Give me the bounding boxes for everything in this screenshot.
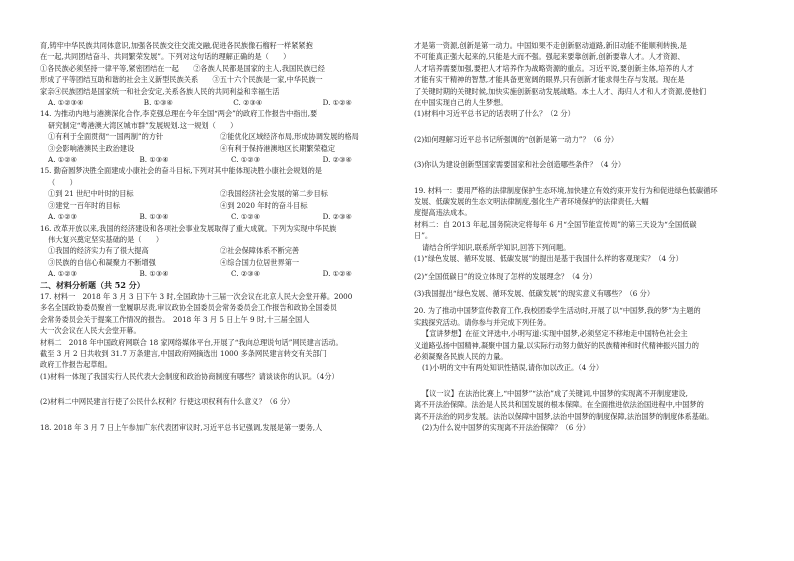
q19-instruction: 请结合所学知识,联系所学知识,回答下列问题。 xyxy=(422,242,571,252)
answer-space xyxy=(414,171,766,185)
q18-material-line: 才是第一资源,创新是第一动力。中国如果不走创新驱动道路,新旧动能不能顺利转换,是 xyxy=(414,41,687,50)
answer-space xyxy=(40,382,392,396)
q18-material-line: 在中国实现自己的人生梦想。 xyxy=(414,98,508,108)
option: D. ①②④ xyxy=(322,98,352,108)
q19-question: (1)“绿色发展、循环发展、低碳发展”的提出是基于我国什么样的客观现实？（4 分） xyxy=(414,254,683,264)
q14-stem-line: 研究制定“粤港澳大湾区城市群”发展规划.这一规划（ ） xyxy=(48,120,238,130)
q18-start: 18. 2018 年 3 月 7 日上午参加广东代表团审议时,习近平总书记强调,发展是第一要务,人 xyxy=(40,422,323,432)
statement: ④到 2020 年时的奋斗目标 xyxy=(220,200,308,210)
q19-material-line: 19. 材料一：要用严格的法律制度保护生态环境,加快建立有效约束开发行为和促进绿色低碳循环 xyxy=(414,185,718,195)
answer-space xyxy=(40,408,392,422)
q17-material-line: 大一次会议在人民大会堂开幕。 xyxy=(40,326,141,336)
q14-statements-row xyxy=(40,143,392,154)
q17-material-line: 17. 材料一 2018 年 3 月 3 日下午 3 时,全国政协十三届一次会议在北京人民大会堂开幕。2000 xyxy=(40,291,353,301)
section-title: 二、材料分析题（共 52 分） xyxy=(40,279,145,290)
option: C. ②③④ xyxy=(233,98,263,108)
option: A. ①②③ xyxy=(48,212,78,222)
q19-question: (3)我国提出“绿色发展、循环发展、低碳发展”的现实意义有哪些？（6 分） xyxy=(414,288,655,298)
q13-statement: 形成了平等团结互助和谐的社会主义新型民族关系 ③五十六个民族是一家,中华民族一 xyxy=(40,75,323,85)
option: B. ①③④ xyxy=(139,269,169,279)
q20-part2-line: 【议一议】在法治比赛上,“中国梦”“法治”成了关键词,中国梦的实现离不开制度建设, xyxy=(422,388,688,398)
statement: ①有利于全面贯彻“一国两制”的方针 xyxy=(48,132,164,142)
q18-material-line: 人才培养需要加强,要把人才培养作为战略资源的重点。习近平说,要创新主体,培养的人才 xyxy=(414,63,694,73)
q17-question: (1)材料一体现了我国实行人民代表大会制度和政治协商制度有哪些？请谈谈你的认识。（4分） xyxy=(40,371,339,381)
option: D. ②③④ xyxy=(322,155,352,165)
option: D. ①②④ xyxy=(322,269,352,279)
q18-question: (3)你认为建设创新型国家需要国家和社会创造哪些条件？（4 分） xyxy=(414,160,626,170)
q16-stem-line: 16. 改革开放以来,我国的经济建设和各项社会事业发展取得了重大成就。下列为实现中华民族 xyxy=(40,223,337,233)
q20-part1-line: 必须凝聚各民族人民的力量。 xyxy=(414,351,508,361)
q16-statements-row xyxy=(40,257,392,268)
statement: ③民族的自信心和凝聚力不断增强 xyxy=(48,257,156,267)
option: A. ①②③④ xyxy=(48,98,84,108)
q16-stem-line: 伟大复兴奠定坚实基础的是（ ） xyxy=(48,234,164,244)
q20-intro-line: 20. 为了推动中国梦宣传教育工作,我校团委学生活动时,开展了以“中国梦,我的梦”为主题的 xyxy=(414,306,701,316)
option: C. ①②④ xyxy=(231,212,261,222)
q17-material-line: 政府工作报告起草组。 xyxy=(40,360,112,370)
option: C. ②③④ xyxy=(231,269,261,279)
q18-material-line: 不可能真正强大起来的,只能是大而不强。强起来要靠创新,创新要靠人才。人才资源、 xyxy=(414,52,685,62)
answer-space xyxy=(414,145,766,159)
q20-part2-line: 离不开法治保障。法治是人民共和国发展的根本保障。在全面推进依法治国进程中,中国梦的 xyxy=(414,400,704,410)
q19-material-line: 度提高违法成本。 xyxy=(414,208,472,218)
q20-question-1: (1)小明的文中有两处知识性错误,请你加以改正。（4 分） xyxy=(422,363,604,373)
q19-material-line: 材料二：自 2013 年起,国务院决定将每年 6 月“全国节能宣传周”的第三天设为“全国低碳 xyxy=(414,219,697,229)
right-column xyxy=(414,40,766,433)
statement: ②能优化区域经济布局,形成协调发展的格局 xyxy=(220,132,359,142)
option: C. ①②③ xyxy=(231,155,261,165)
q18-question: (1)材料中习近平总书记的话表明了什么？（2 分） xyxy=(414,109,575,119)
statement: ③建党一百年时的目标 xyxy=(48,200,120,210)
q14-statements-row xyxy=(40,131,392,142)
q20-intro-line: 实践探究活动。请你参与并完成下列任务。 xyxy=(414,317,551,327)
q13-statement: ①各民族必须坚持一律平等,紧密团结在一起 ②各族人民都是国家的主人,我国民族已经 xyxy=(40,63,325,73)
q14-stem-line: 14. 为推动内地与港澳深化合作,李克强总理在今年全国“两会”的政府工作报告中指出,要 xyxy=(40,109,318,119)
q18-question: (2)如何理解习近平总书记所强调的“创新是第一动力”？（6 分） xyxy=(414,134,619,144)
q19-material-line: 日”。 xyxy=(414,231,433,241)
q18-material-line: 了关键时期的关键时候,加快实施创新驱动发展战略。本土人才、海归人才和人才资源,使他们 xyxy=(414,86,707,96)
option: B. ①③④ xyxy=(139,212,169,222)
q15-stem-line: 15. 勤奋圆梦决胜全面建成小康社会的奋斗目标,下列对其中能体现决胜小康社会规划的是 xyxy=(40,166,322,176)
q15-statements-row xyxy=(40,188,392,199)
left-column xyxy=(40,40,392,433)
q17-question: (2)材料二中网民建言行使了公民什么权利？行使这项权利有什么意义？（6 分） xyxy=(40,397,295,407)
q16-statements-row xyxy=(40,245,392,256)
statement: ②我国经济社会发展的第二步目标 xyxy=(220,189,328,199)
option: A. ①②④ xyxy=(48,155,78,165)
statement: ②社会保障体系不断完善 xyxy=(220,246,300,256)
option: B. ①③④ xyxy=(139,155,169,165)
q14-options xyxy=(40,154,392,165)
statement: ④综合国力位居世界第一 xyxy=(220,257,300,267)
answer-space xyxy=(414,120,766,134)
q15-stem-line: （ ） xyxy=(48,177,77,187)
q17-material-line: 会常务委员会关于提案工作情况的报告。 2018 年 3 月 5 日上午 9 时,十三届全国人 xyxy=(40,314,310,324)
q13-stem-line: 育,铸牢中华民族共同体意识,加强各民族交往交流交融,促进各民族像石榴籽一样紧紧抱 xyxy=(40,41,313,50)
statement: ①我国的经济实力有了很大提高 xyxy=(48,246,149,256)
q17-material-line: 多名全国政协委员聚首一堂履职尽责,审议政协全国委员会常务委员会工作报告和政协全国委员 xyxy=(40,303,337,313)
q17-material-line: 材料二 2018 年中国政府网联合 18 家网络媒体平台,开展了“我向总理说句话”网民建言活动。 xyxy=(40,337,343,347)
q19-question: (2)“全国低碳日”的设立体现了怎样的发展理念？（4 分） xyxy=(414,271,597,281)
q13-stem-line: 在一起,共同团结奋斗、共同繁荣发展”。下列对这句话的理解正确的是（ ） xyxy=(40,52,291,62)
q17-material-line: 截至 3 月 2 日共收到 31.7 万条建言,中国政府网摘选出 1000 多条网民建言转交有关部门 xyxy=(40,348,327,358)
q18-material-line: 才能有实干精神的智慧,才能具备更宽阔的眼界,只有创新才能求得生存与发展。现在是 xyxy=(414,75,685,85)
q20-part2-line: 离不开法治的同步发展。法治以保障中国梦,法治中国梦的制度保障,法治国梦的制度体系基础。 xyxy=(414,411,714,421)
statement: ④有利于保持港澳地区长期繁荣稳定 xyxy=(220,143,336,153)
q13-statement: 家亲④民族团结是国家统一和社会安定,关系各族人民的共同利益和幸福生活 xyxy=(40,86,280,96)
option: A. ①②③ xyxy=(48,269,78,279)
q20-part1-line: 【宣讲梦想】在征文评选中,小明写道:实现中国梦,必须坚定不移地走中国特色社会主 xyxy=(422,329,688,339)
q20-part1-line: 义道路弘扬中国精神,凝聚中国力量,以实际行动努力做好的民族精神和时代精神振兴国力的 xyxy=(414,340,699,350)
q15-options xyxy=(40,211,392,222)
q13-options xyxy=(40,97,392,108)
q15-statements-row xyxy=(40,200,392,211)
q19-material-line: 发展、低碳发展的生态文明法律制度,强化生产者环境保护的法律责任,大幅 xyxy=(414,197,649,207)
statement: ③会影响港澳民主政治建设 xyxy=(48,143,135,153)
statement: ①到 21 世纪中叶时的目标 xyxy=(48,189,134,199)
answer-space xyxy=(414,374,766,388)
q16-options xyxy=(40,268,392,279)
option: B. ①③④ xyxy=(143,98,173,108)
option: D. ②③④ xyxy=(322,212,352,222)
q20-question-2: (2)为什么说中国梦的实现离不开法治保障？（6 分） xyxy=(422,422,590,432)
